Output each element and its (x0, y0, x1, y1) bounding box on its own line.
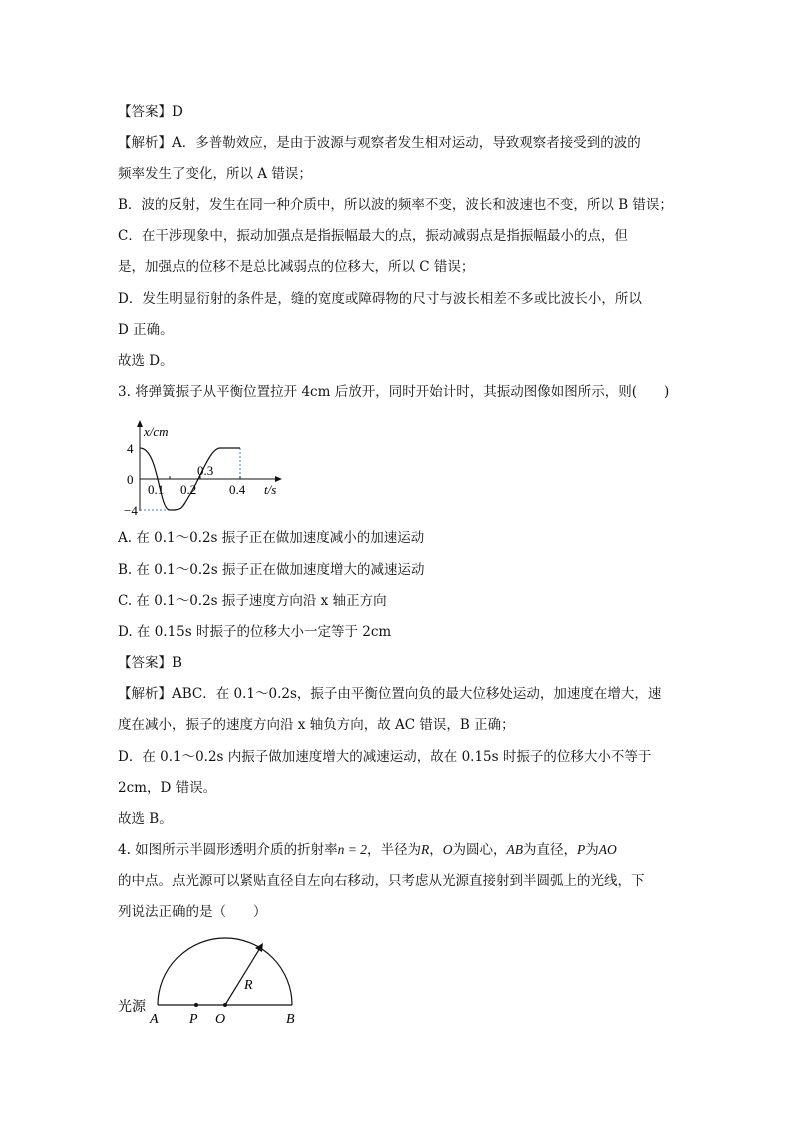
q4-stem-line-1: 4. 如图所示半圆形透明介质的折射率n = 2，半径为R，O为圆心，AB为直径，P为AO (118, 842, 617, 858)
tick-label-neg4: −4 (124, 503, 138, 518)
q3-option-a: A. 在 0.1～0.2s 振子正在做加速度减小的加速运动 (118, 530, 425, 546)
tick-label-0.1: 0.1 (148, 482, 165, 497)
semicircle-arc (158, 938, 292, 1005)
q2-conclusion: 故选 D。 (118, 353, 174, 369)
label-b: B (286, 1012, 295, 1026)
q3-stem: 3. 将弹簧振子从平衡位置拉开 4cm 后放开，同时开始计时，其振动图像如图所示，则( ) (118, 384, 670, 400)
label-r: R (244, 978, 253, 993)
q3-analysis-line: D．在 0.1～0.2s 内振子做加速度增大的减速运动，故在 0.15s 时振子的位移大小不等于 (118, 749, 652, 765)
tick-label-4: 4 (127, 441, 134, 456)
q3-option-d: D. 在 0.15s 时振子的位移大小一定等于 2cm (118, 624, 392, 640)
q4-stem-line-2: 的中点。点光源可以紧贴直径自左向右移动，只考虑从光源直接射到半圆弧上的光线，下 (118, 873, 645, 889)
q3-analysis-line: 2cm，D 错误。 (118, 780, 217, 796)
q3-conclusion: 故选 B。 (118, 811, 173, 827)
tick-label-0: 0 (127, 472, 134, 487)
light-source-label: 光源 (118, 1000, 146, 1015)
point-o (223, 1003, 227, 1007)
tick-label-0.2: 0.2 (180, 482, 197, 497)
q2-answer: 【答案】D (118, 104, 183, 120)
tick-label-0.4: 0.4 (229, 482, 246, 497)
q2-analysis-line: 【解析】A．多普勒效应，是由于波源与观察者发生相对运动，导致观察者接受到的波的 (118, 135, 641, 151)
q3-analysis-line: 【解析】ABC．在 0.1～0.2s，振子由平衡位置向负的最大位移处运动，加速度在增大，速 (118, 686, 662, 702)
oscillation-graph (124, 418, 299, 518)
q2-analysis-line: D．发生明显衍射的条件是，缝的宽度或障碍物的尺寸与波长相差不多或比波长小，所以 (118, 291, 642, 307)
q2-analysis-line: D 正确。 (118, 322, 174, 338)
q2-analysis-line: 是，加强点的位移不是总比减弱点的位移大，所以 C 错误； (118, 259, 475, 275)
point-p (194, 1003, 198, 1007)
y-axis-label: x/cm (144, 424, 169, 439)
q3-analysis-line: 度在减小，振子的速度方向沿 x 轴负方向，故 AC 错误，B 正确； (118, 717, 515, 733)
q3-option-b: B. 在 0.1～0.2s 振子正在做加速度增大的减速运动 (118, 562, 425, 578)
y-axis-arrow (137, 420, 143, 427)
label-p: P (189, 1012, 198, 1026)
label-o: O (215, 1012, 226, 1026)
q2-analysis-line: 频率发生了变化，所以 A 错误； (118, 166, 312, 182)
semicircle-figure (116, 926, 316, 1026)
q4-stem-line-3: 列说法正确的是（ ） (118, 904, 267, 920)
q2-analysis-line: C．在干涉现象中，振动加强点是指振幅最大的点，振动减弱点是指振幅最小的点，但 (118, 228, 628, 244)
q3-answer: 【答案】B (118, 655, 182, 671)
label-a: A (150, 1012, 159, 1026)
q3-option-c: C. 在 0.1～0.2s 振子速度方向沿 x 轴正方向 (118, 593, 387, 609)
x-axis-label: t/s (264, 482, 277, 497)
q2-analysis-line: B．波的反射，发生在同一种介质中，所以波的频率不变，波长和波速也不变，所以 B 错误； (118, 197, 673, 213)
radius-line (225, 948, 260, 1005)
tick-label-0.3: 0.3 (197, 463, 214, 478)
